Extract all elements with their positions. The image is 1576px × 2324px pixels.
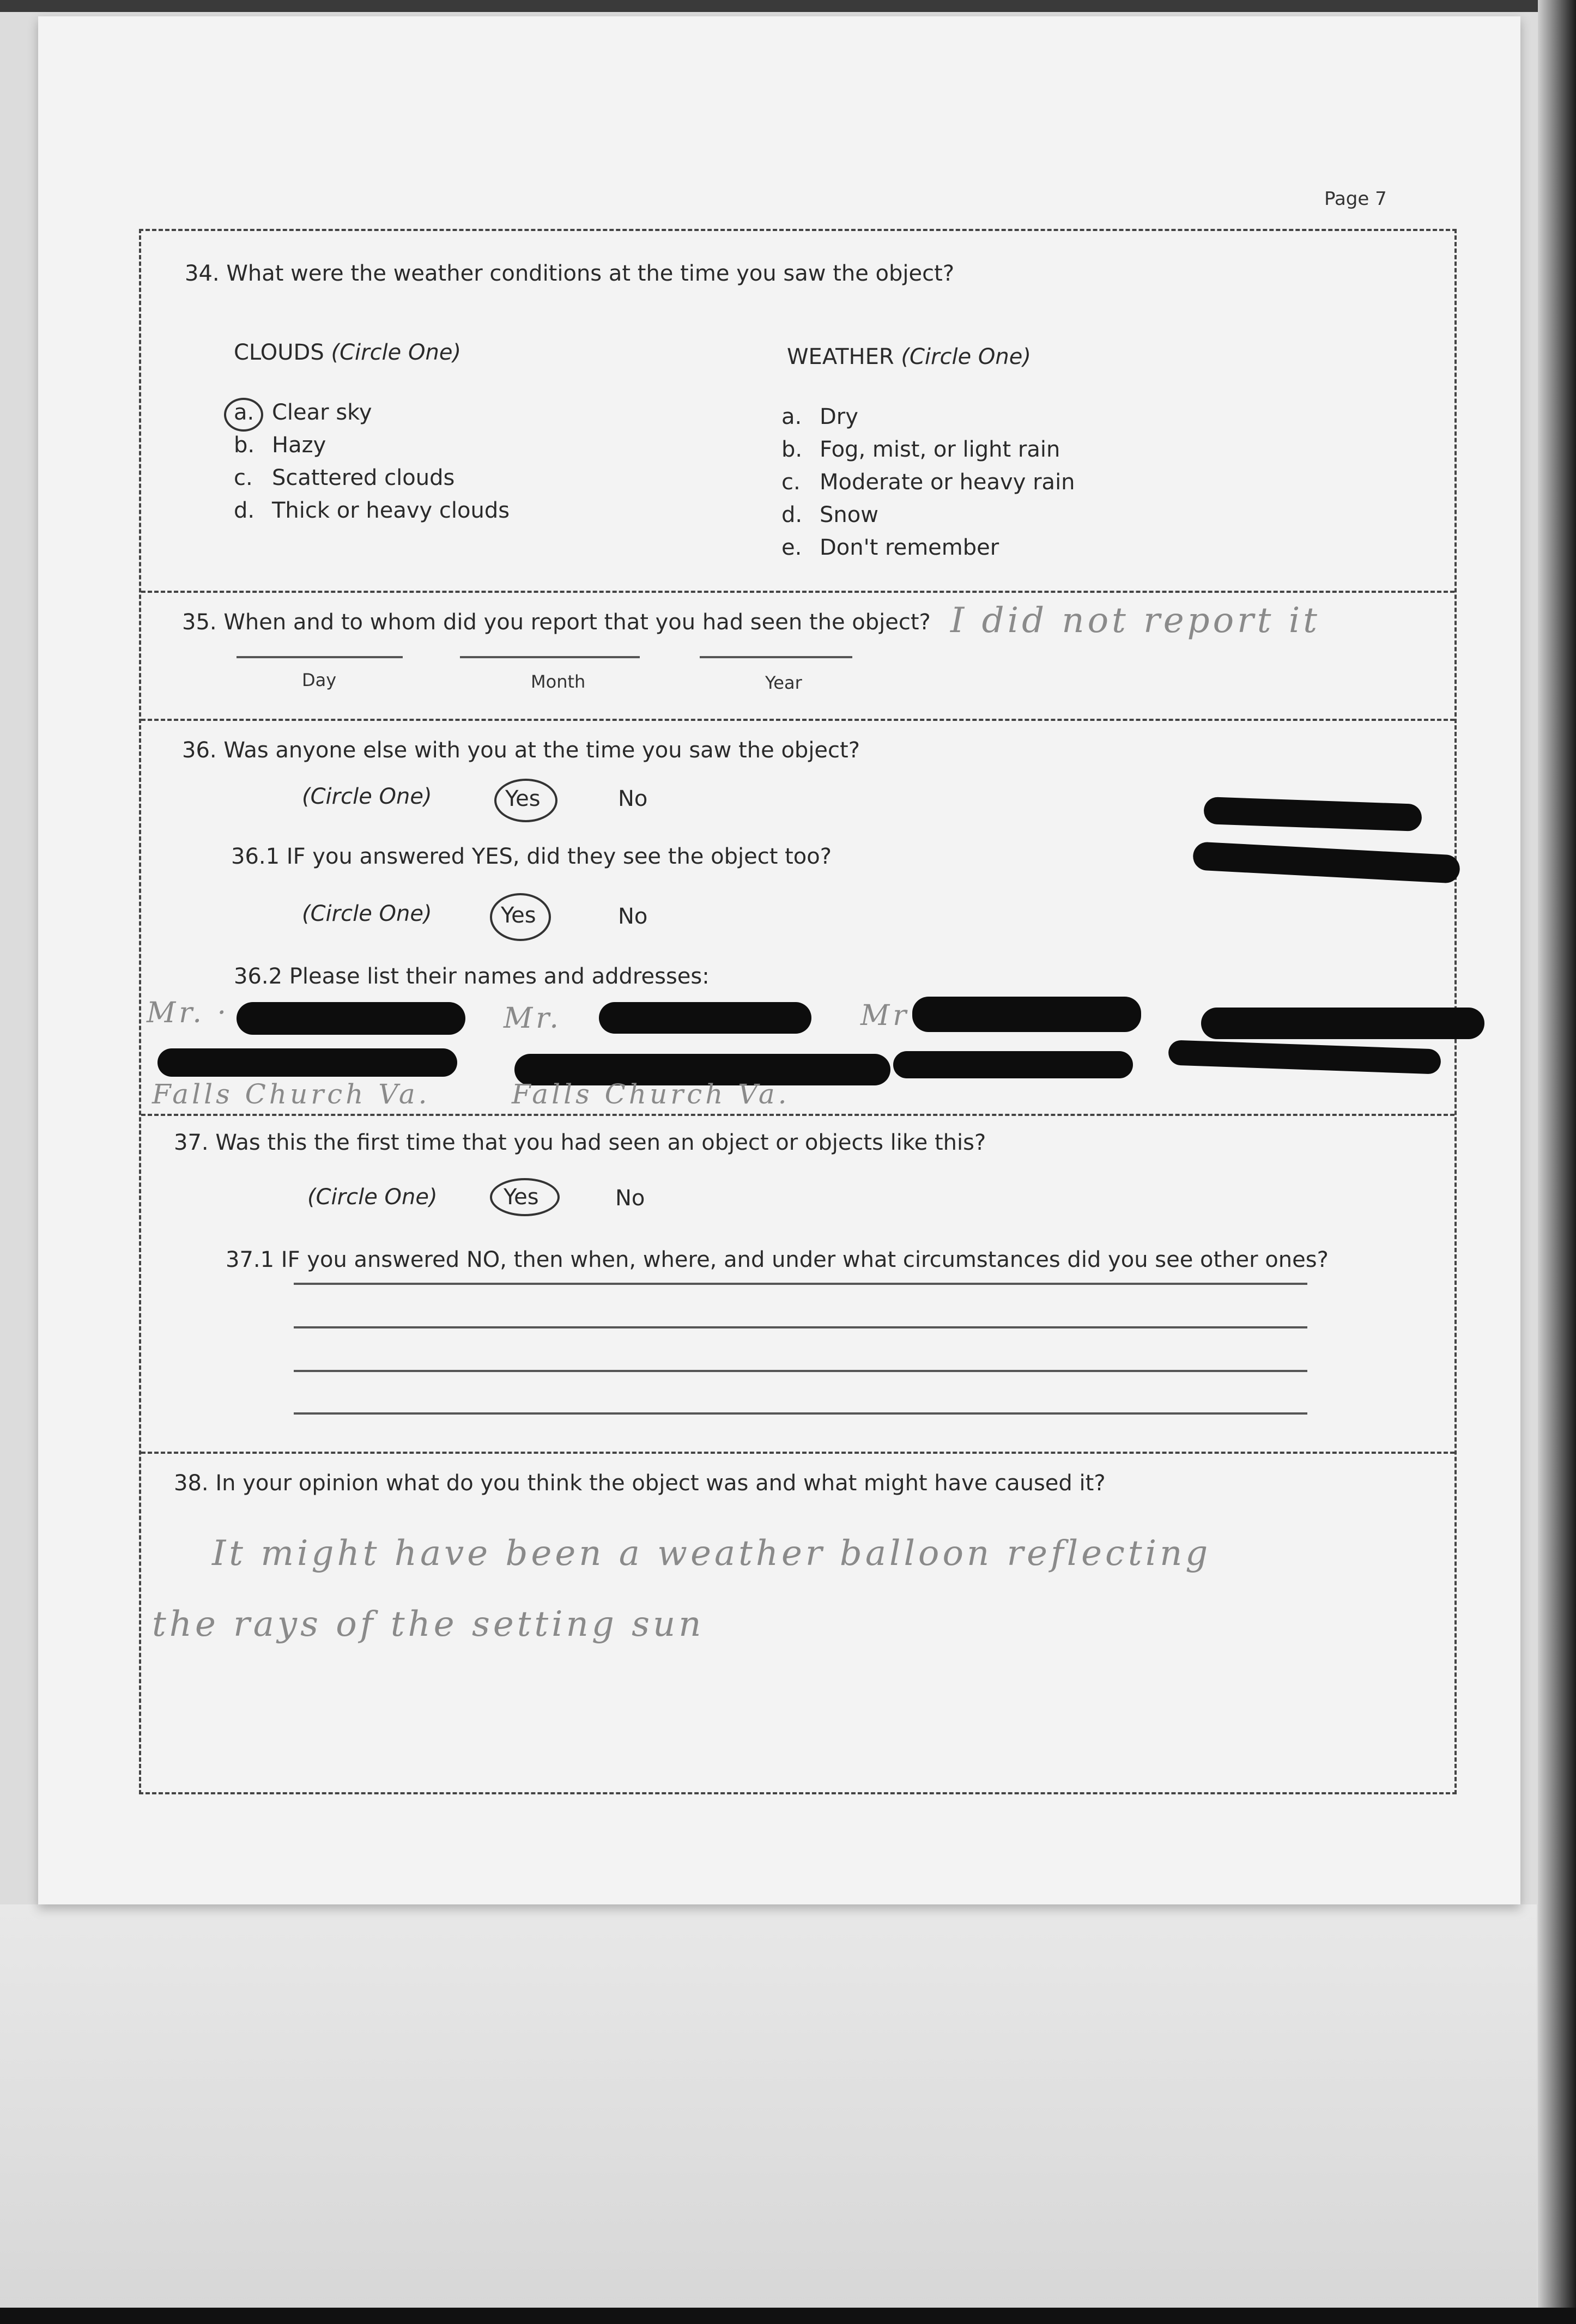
question-34-section xyxy=(141,231,1454,591)
month-label: Month xyxy=(531,671,586,692)
day-label: Day xyxy=(302,670,337,690)
question-36-1-text: 36.1 IF you answered YES, did they see the object too? xyxy=(231,844,832,869)
film-edge-bottom xyxy=(0,2308,1576,2324)
film-blank-area xyxy=(0,1904,1537,2308)
question-36-instruction: (Circle One) xyxy=(302,784,432,809)
clouds-option-label: Scattered clouds xyxy=(272,465,455,490)
weather-option-c[interactable] xyxy=(781,470,1075,495)
question-36-section xyxy=(141,719,1454,1114)
clouds-option-label: Thick or heavy clouds xyxy=(272,498,510,523)
clouds-header-label: CLOUDS xyxy=(234,340,324,365)
redaction-bar xyxy=(1201,1008,1484,1039)
yes-option[interactable]: Yes xyxy=(504,1185,539,1210)
year-label: Year xyxy=(765,672,802,693)
clouds-option-letter: a. xyxy=(234,400,254,425)
clouds-header xyxy=(234,340,461,365)
weather-option-label: Dry xyxy=(820,404,858,429)
weather-option-d[interactable] xyxy=(781,502,878,527)
answer-circle-mark xyxy=(224,398,263,432)
handwritten-address: Falls Church Va. xyxy=(152,1078,431,1110)
question-35-section xyxy=(141,591,1454,719)
film-edge-right xyxy=(1538,0,1576,2324)
weather-option-e[interactable] xyxy=(781,535,999,560)
weather-option-label: Snow xyxy=(820,502,878,527)
clouds-option-b[interactable] xyxy=(234,433,326,458)
clouds-option-c[interactable] xyxy=(234,465,454,490)
weather-header-label: WEATHER xyxy=(787,344,894,369)
question-37-instruction: (Circle One) xyxy=(307,1185,438,1210)
redaction-bar xyxy=(1168,1040,1441,1074)
clouds-option-letter: c. xyxy=(234,465,253,490)
question-35-text: 35. When and to whom did you report that you had seen the object? xyxy=(182,610,931,635)
redaction-bar xyxy=(157,1048,457,1077)
month-field[interactable] xyxy=(460,656,640,658)
weather-header xyxy=(787,344,1031,369)
answer-line[interactable] xyxy=(294,1370,1307,1372)
page-number: Page 7 xyxy=(1324,188,1387,210)
handwritten-name: Mr. xyxy=(504,1002,562,1035)
year-field[interactable] xyxy=(700,656,852,658)
weather-option-a[interactable] xyxy=(781,404,858,429)
handwritten-answer-38-line2: the rays of the setting sun xyxy=(152,1604,705,1645)
day-field[interactable] xyxy=(237,656,403,658)
redaction-bar xyxy=(1192,841,1460,884)
question-38-section xyxy=(141,1452,1454,1789)
yes-option[interactable]: Yes xyxy=(501,903,536,928)
yes-option[interactable]: Yes xyxy=(505,786,541,811)
answer-circle-mark xyxy=(490,1178,560,1216)
handwritten-name: Mr. · xyxy=(147,997,229,1029)
weather-option-letter: c. xyxy=(781,470,801,495)
clouds-instruction: (Circle One) xyxy=(331,340,462,365)
redaction-bar xyxy=(237,1002,465,1035)
question-37-text: 37. Was this the first time that you had seen an object or objects like this? xyxy=(174,1130,986,1155)
handwritten-address: Falls Church Va. xyxy=(512,1078,790,1110)
redaction-bar xyxy=(599,1002,811,1034)
film-edge-top xyxy=(0,0,1576,12)
redaction-bar xyxy=(1203,797,1422,832)
question-37-1-text: 37.1 IF you answered NO, then when, where, and under what circumstances did you see other ones? xyxy=(226,1247,1329,1272)
clouds-option-label: Hazy xyxy=(272,433,326,458)
handwritten-name: Mr xyxy=(860,999,910,1032)
answer-circle-mark xyxy=(490,893,551,941)
clouds-option-letter: b. xyxy=(234,433,255,458)
question-36-1-instruction: (Circle One) xyxy=(302,901,432,926)
clouds-option-label: Clear sky xyxy=(272,400,372,425)
weather-option-label: Moderate or heavy rain xyxy=(820,470,1075,495)
redaction-bar xyxy=(893,1051,1133,1078)
no-option[interactable]: No xyxy=(618,904,648,929)
answer-line[interactable] xyxy=(294,1283,1307,1285)
answer-line[interactable] xyxy=(294,1412,1307,1415)
answer-line[interactable] xyxy=(294,1326,1307,1328)
weather-option-b[interactable] xyxy=(781,437,1060,462)
clouds-option-d[interactable] xyxy=(234,498,510,523)
weather-option-letter: b. xyxy=(781,437,803,462)
weather-option-letter: e. xyxy=(781,535,802,560)
question-36-2-text: 36.2 Please list their names and addresses: xyxy=(234,964,710,989)
form-frame xyxy=(139,229,1457,1794)
weather-option-label: Don't remember xyxy=(820,535,999,560)
handwritten-answer-38-line1: It might have been a weather balloon reflecting xyxy=(212,1533,1211,1574)
handwritten-answer-35: I did not report it xyxy=(950,600,1320,641)
weather-option-letter: d. xyxy=(781,502,803,527)
weather-instruction: (Circle One) xyxy=(901,344,1031,369)
document-page xyxy=(38,16,1520,1904)
weather-option-letter: a. xyxy=(781,404,802,429)
redaction-bar xyxy=(912,997,1141,1032)
clouds-option-letter: d. xyxy=(234,498,255,523)
question-38-text: 38. In your opinion what do you think the object was and what might have caused it? xyxy=(174,1471,1106,1496)
question-36-text: 36. Was anyone else with you at the time you saw the object? xyxy=(182,738,860,763)
answer-circle-mark xyxy=(494,779,557,822)
no-option[interactable]: No xyxy=(615,1186,645,1211)
weather-option-label: Fog, mist, or light rain xyxy=(820,437,1060,462)
question-37-section xyxy=(141,1114,1454,1452)
no-option[interactable]: No xyxy=(618,786,648,811)
question-34-text: 34. What were the weather conditions at the time you saw the object? xyxy=(185,261,955,286)
